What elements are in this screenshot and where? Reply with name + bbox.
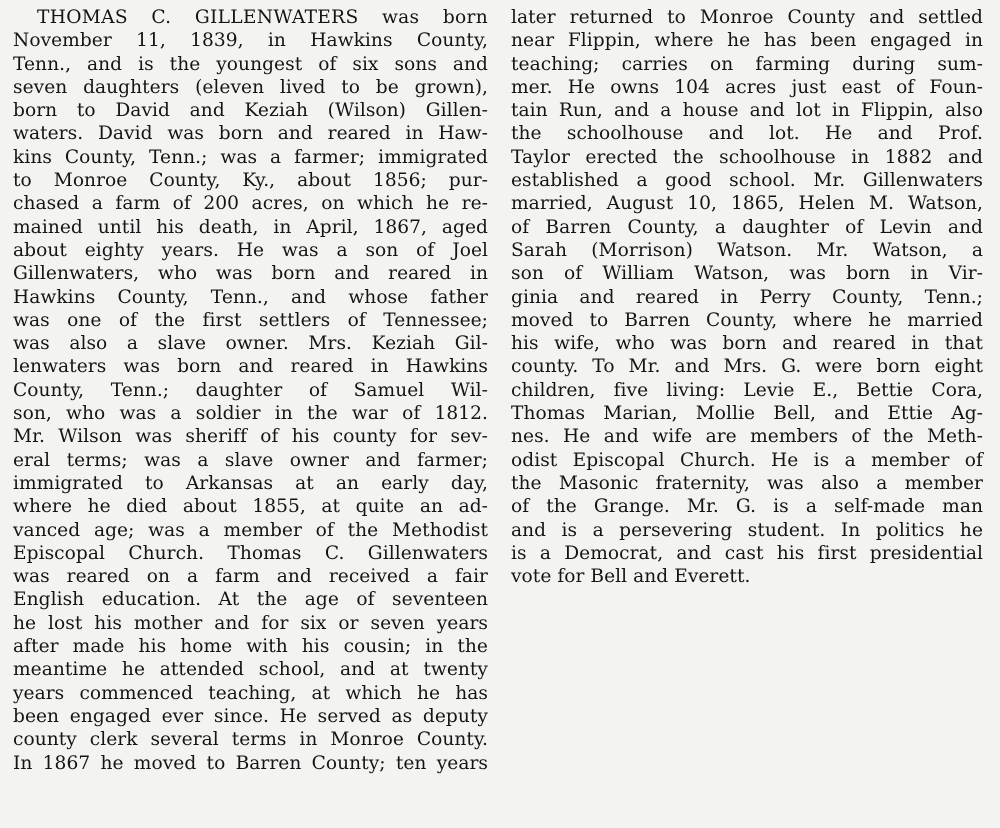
text-line: been engaged ever since. He served as deputy	[13, 705, 488, 727]
text-line: teaching; carries on farming during sum-	[511, 53, 983, 75]
text-line: established a good school. Mr. Gillenwaters	[511, 170, 983, 192]
text-line: Mr. Wilson was sheriff of his county for sev-	[13, 426, 488, 448]
text-line: ginia and reared in Perry County, Tenn.;	[511, 286, 983, 308]
text-line: mained until his death, in April, 1867, aged	[13, 216, 488, 238]
text-line: meantime he attended school, and at twenty	[13, 659, 488, 681]
text-line: Gillenwaters, who was born and reared in	[13, 263, 488, 285]
text-line: and is a persevering student. In politics he	[511, 519, 983, 541]
text-line: vanced age; was a member of the Methodist	[13, 519, 488, 541]
text-line: after made his home with his cousin; in the	[13, 636, 488, 658]
text-line: son, who was a soldier in the war of 1812.	[13, 403, 488, 425]
text-line: about eighty years. He was a son of Joel	[13, 239, 488, 261]
text-line: children, five living: Levie E., Bettie Cora,	[511, 379, 983, 401]
text-line: moved to Barren County, where he married	[511, 309, 983, 331]
text-line: Tenn., and is the youngest of six sons and	[13, 53, 488, 75]
text-line: seven daughters (eleven lived to be grown),	[13, 76, 488, 98]
text-line: county clerk several terms in Monroe County.	[13, 729, 488, 751]
text-line: near Flippin, where he has been engaged in	[511, 30, 983, 52]
text-line: county. To Mr. and Mrs. G. were born eight	[511, 356, 983, 378]
left-text-column	[13, 6, 488, 775]
text-line: was one of the first settlers of Tennessee;	[13, 309, 488, 331]
text-line: where he died about 1855, at quite an ad-	[13, 496, 488, 518]
text-line: was reared on a farm and received a fair	[13, 566, 488, 588]
text-line: County, Tenn.; daughter of Samuel Wil-	[13, 379, 488, 401]
text-line: Hawkins County, Tenn., and whose father	[13, 286, 488, 308]
text-line: Episcopal Church. Thomas C. Gillenwaters	[13, 542, 488, 564]
text-line: lenwaters was born and reared in Hawkins	[13, 356, 488, 378]
text-line: son of William Watson, was born in Vir-	[511, 263, 983, 285]
text-line: November 11, 1839, in Hawkins County,	[13, 30, 488, 52]
text-line: tain Run, and a house and lot in Flippin, also	[511, 100, 983, 122]
text-line: years commenced teaching, at which he has	[13, 682, 488, 704]
text-line: was also a slave owner. Mrs. Keziah Gil-	[13, 333, 488, 355]
text-line: later returned to Monroe County and settled	[511, 7, 983, 28]
text-line: English education. At the age of seventeen	[13, 589, 488, 611]
text-line: odist Episcopal Church. He is a member of	[511, 449, 983, 471]
text-line: chased a farm of 200 acres, on which he re-	[13, 193, 488, 215]
text-line: In 1867 he moved to Barren County; ten years	[13, 752, 488, 774]
text-line: is a Democrat, and cast his first presidential	[511, 542, 983, 564]
text-line: nes. He and wife are members of the Meth-	[511, 426, 983, 448]
text-line: immigrated to Arkansas at an early day,	[13, 472, 488, 494]
text-line: mer. He owns 104 acres just east of Foun-	[511, 76, 983, 98]
right-text-column	[511, 6, 983, 588]
text-line: waters. David was born and reared in Haw-	[13, 123, 488, 145]
text-line: kins County, Tenn.; was a farmer; immigrated	[13, 146, 488, 168]
text-line: born to David and Keziah (Wilson) Gillen-	[13, 100, 488, 122]
text-line: married, August 10, 1865, Helen M. Watson,	[511, 193, 983, 215]
text-line: Taylor erected the schoolhouse in 1882 and	[511, 146, 983, 168]
text-line: he lost his mother and for six or seven years	[13, 612, 488, 634]
text-line: his wife, who was born and reared in that	[511, 333, 983, 355]
text-line: of Barren County, a daughter of Levin and	[511, 216, 983, 238]
text-line: to Monroe County, Ky., about 1856; pur-	[13, 170, 488, 192]
text-line: the Masonic fraternity, was also a member	[511, 472, 983, 494]
text-line: THOMAS C. GILLENWATERS was born	[37, 7, 488, 28]
text-line: of the Grange. Mr. G. is a self-made man	[511, 496, 983, 518]
text-line: eral terms; was a slave owner and farmer;	[13, 449, 488, 471]
text-line: Thomas Marian, Mollie Bell, and Ettie Ag-	[511, 403, 983, 425]
text-line: vote for Bell and Everett.	[511, 566, 751, 588]
text-line: Sarah (Morrison) Watson. Mr. Watson, a	[511, 239, 983, 261]
text-line: the schoolhouse and lot. He and Prof.	[511, 123, 983, 145]
